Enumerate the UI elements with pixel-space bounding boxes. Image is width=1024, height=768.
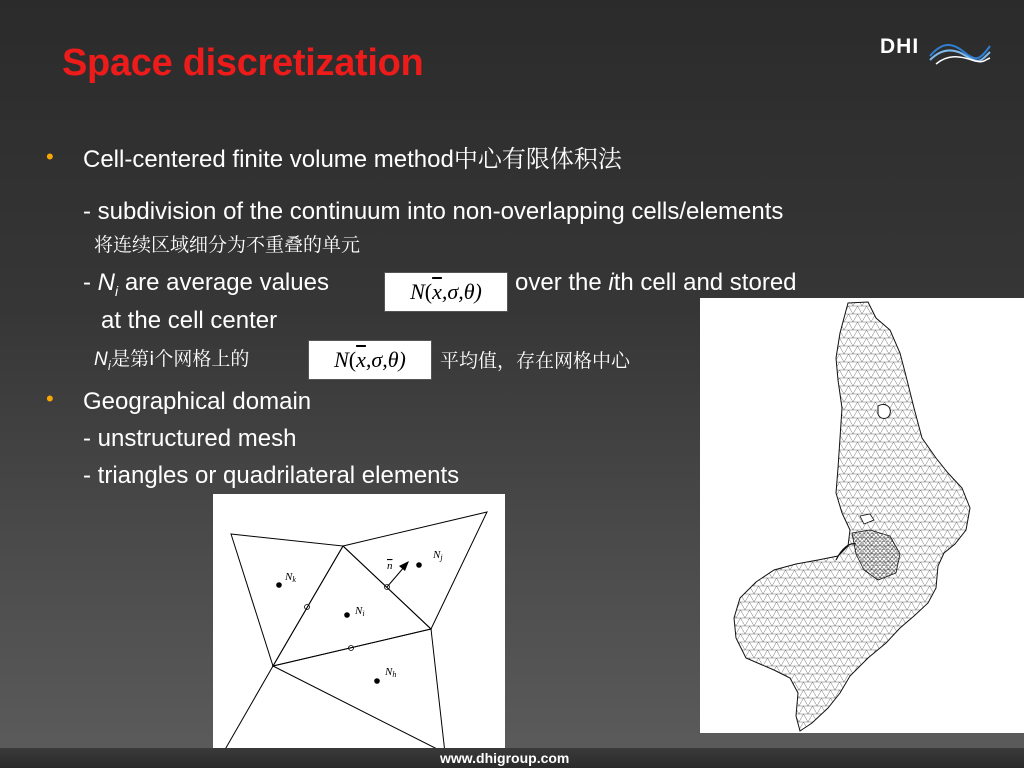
bullet-2-sub-2: - triangles or quadrilateral elements <box>83 462 460 489</box>
cn-symbol-N: N <box>94 349 108 370</box>
logo-waves-icon <box>880 34 992 68</box>
symbol-N: N <box>97 269 116 296</box>
cn-symbol-i: i <box>107 358 112 373</box>
label-ni: Ni <box>355 605 365 618</box>
footer-bar <box>0 748 1024 768</box>
formula-x: $\overline{x}$ <box>432 279 442 304</box>
footer-url: www.dhigroup.com <box>440 750 570 766</box>
formula2-rest: ,σ,θ) <box>365 347 406 372</box>
node-ni <box>344 612 350 618</box>
formula-rest: ,σ,θ) <box>441 279 482 304</box>
bullet-1-cn-line-b: 平均值，存在网格中心 <box>440 350 631 372</box>
cn-text-a: 是第i个网格上的 <box>111 348 250 370</box>
bullet-2-sub-1: - unstructured mesh <box>83 425 297 452</box>
bullet-1-sub-2 <box>83 271 329 298</box>
slide-title: Space discretization <box>62 42 424 84</box>
dhi-logo <box>880 34 992 68</box>
label-normal: n <box>387 560 393 572</box>
bullet-1-cn-line <box>94 350 249 372</box>
symbol-i: i <box>115 282 119 299</box>
bullet-marker: • <box>46 386 54 411</box>
formula-box-2 <box>308 340 432 380</box>
node-nk <box>276 582 282 588</box>
label-nh: Nh <box>385 666 397 679</box>
formula2-open: ( <box>348 347 357 372</box>
bullet-2-text: Geographical domain <box>83 388 312 415</box>
formula-box-1 <box>384 272 508 312</box>
logo-text: DHI <box>880 35 920 58</box>
formula2-x: $\overline{x}$ <box>356 347 366 372</box>
symbol-i2: i <box>608 269 614 296</box>
arrow-head-icon <box>399 561 409 571</box>
bullet-1-sub-2-line2: at the cell center <box>101 307 278 334</box>
unstructured-mesh-image <box>700 298 1024 733</box>
finite-volume-cell-diagram <box>213 494 505 753</box>
dash: - <box>83 269 91 296</box>
cell-diagram-svg <box>213 494 505 753</box>
bullet-marker: • <box>46 144 54 169</box>
node-nh <box>374 678 380 684</box>
bullet-1-sub-1-cn: 将连续区域细分为不重叠的单元 <box>94 234 361 256</box>
text-th-cell: th cell and stored <box>613 269 797 296</box>
formula-N: N <box>410 279 425 304</box>
text-over-the: over the <box>515 269 602 296</box>
island <box>878 404 890 418</box>
label-nj: Nj <box>433 549 443 562</box>
bullet-1-sub-2-cont <box>515 271 797 295</box>
bullet-1-sub-1: - subdivision of the continuum into non-overlapping cells/elements <box>83 198 784 225</box>
label-nk: Nk <box>285 571 296 584</box>
formula-open: ( <box>424 279 433 304</box>
text-average-values: are average values <box>124 269 329 296</box>
mesh-svg <box>700 298 1024 733</box>
formula2-N: N <box>334 347 349 372</box>
node-nj <box>416 562 422 568</box>
bullet-1-text: Cell-centered finite volume method中心有限体积法 <box>83 146 622 173</box>
